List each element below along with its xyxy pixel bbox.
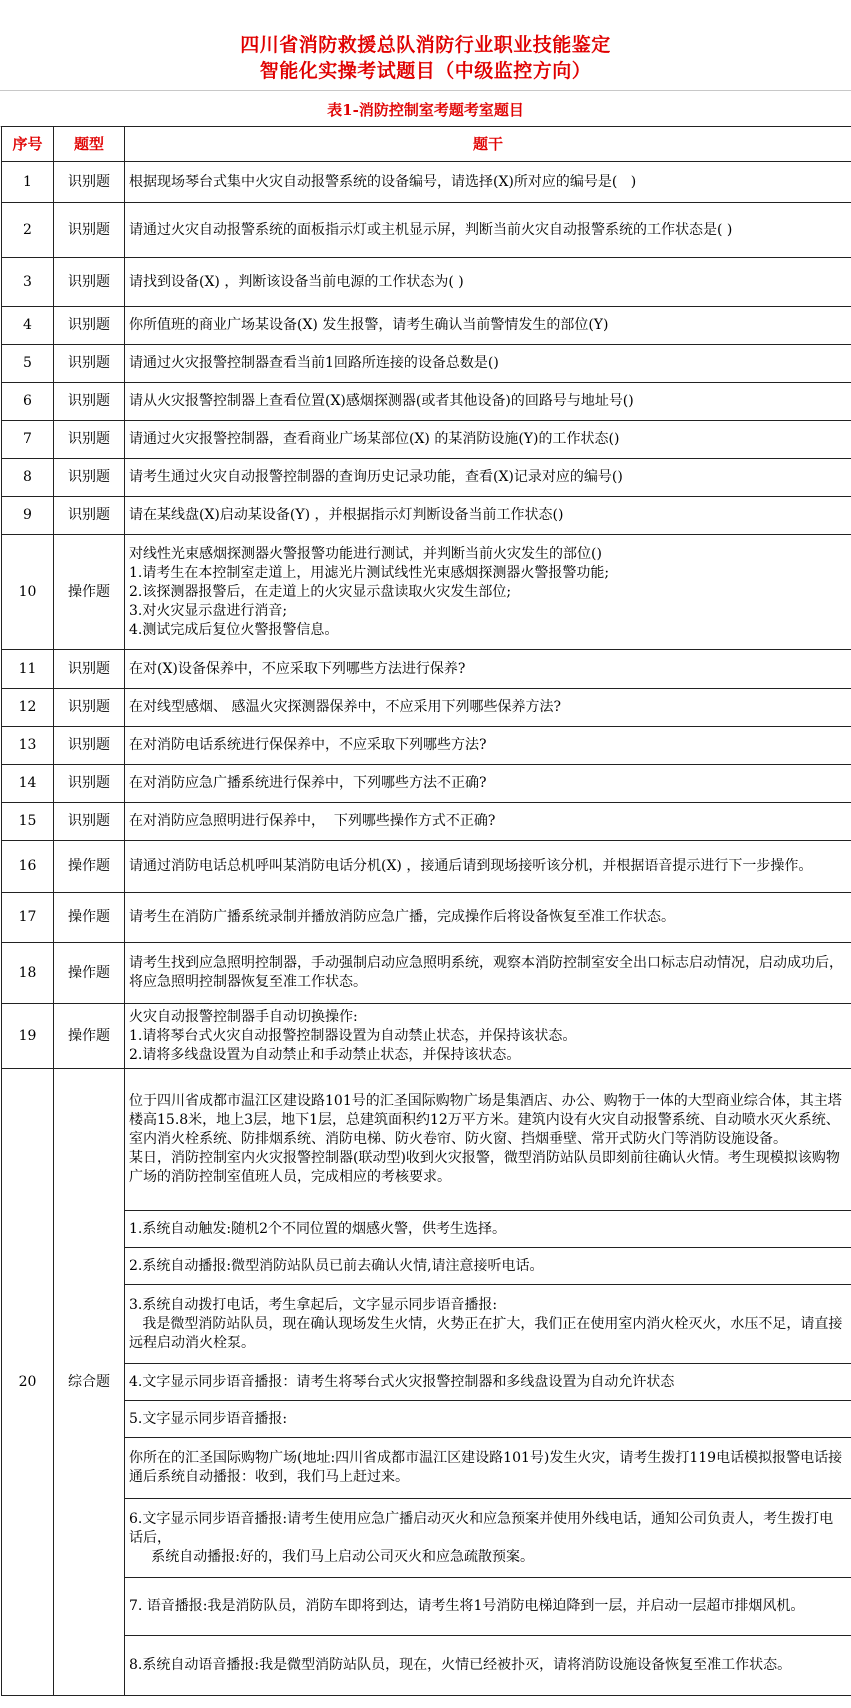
table-row [2, 650, 851, 689]
table-row [2, 1438, 851, 1499]
table-row [2, 841, 851, 893]
row-stem: 请考生通过火灾自动报警控制器的查询历史记录功能，查看(X)记录对应的编号() [125, 459, 851, 497]
row-type: 识别题 [54, 421, 125, 459]
row-number: 17 [2, 893, 54, 943]
document-title-line1: 四川省消防救援总队消防行业职业技能鉴定 [240, 34, 611, 56]
row-stem: 在对(X)设备保养中，不应采取下列哪些方法进行保养? [125, 650, 851, 689]
row-stem: 请通过火灾报警控制器查看当前1回路所连接的设备总数是() [125, 345, 851, 383]
row-stem: 在对消防电话系统进行保保养中，不应采取下列哪些方法? [125, 727, 851, 765]
row-stem: 请考生找到应急照明控制器，手动强制启动应急照明系统，观察本消防控制室安全出口标志启动情况，启动成功后，将应急照明控制器恢复至准工作状态。 [125, 943, 851, 1004]
row-type: 操作题 [54, 841, 125, 893]
row-stem: 你所值班的商业广场某设备(X) 发生报警，请考生确认当前警情发生的部位(Y) [125, 307, 851, 345]
table-row [2, 1401, 851, 1438]
row-stem: 请在某线盘(X)启动某设备(Y) ，并根据指示灯判断设备当前工作状态() [125, 497, 851, 535]
table-subtitle: 表1-消防控制室考题考室题目 [327, 101, 524, 119]
row-stem: 请找到设备(X) ，判断该设备当前电源的工作状态为( ) [125, 258, 851, 307]
row-stem: 在对消防应急广播系统进行保养中，下列哪些方法不正确? [125, 765, 851, 803]
column-header-number: 序号 [2, 127, 54, 162]
row-type: 操作题 [54, 535, 125, 650]
table-row [2, 727, 851, 765]
table-row [2, 765, 851, 803]
row-type: 识别题 [54, 689, 125, 727]
scenario-step: 2.系统自动播报:微型消防站队员已前去确认火情,请注意接听电话。 [125, 1248, 851, 1285]
table-row [2, 421, 851, 459]
row-stem: 火灾自动报警控制器手自动切换操作: 1.请将琴台式火灾自动报警控制器设置为自动禁止状态，并保持该状态。 2.请将多线盘设置为自动禁止和手动禁止状态，并保持该状态。 [125, 1004, 851, 1069]
table-row [2, 459, 851, 497]
row-number: 11 [2, 650, 54, 689]
row-stem: 在对线型感烟、 感温火灾探测器保养中，不应采用下列哪些保养方法? [125, 689, 851, 727]
table-row [2, 1578, 851, 1636]
row-stem: 对线性光束感烟探测器火警报警功能进行测试，并判断当前火灾发生的部位() 1.请考生在本控制室走道上，用滤光片测试线性光束感烟探测器火警报警功能; 2.该探测器报警后，在走道上的火灾显示盘读取火灾发生部位; 3.对火灾显示盘进行消音; 4.测试完成后复位火警报警信息。 [125, 535, 851, 650]
row-type: 识别题 [54, 803, 125, 841]
row-stem: 请通过火灾报警控制器，查看商业广场某部位(X) 的某消防设施(Y)的工作状态() [125, 421, 851, 459]
scenario-step: 6.文字显示同步语音播报:请考生使用应急广播启动灭火和应急预案并使用外线电话，通知公司负责人，考生拨打电话后， 系统自动播报:好的，我们马上启动公司灭火和应急疏散预案。 [125, 1499, 851, 1578]
row-number: 3 [2, 258, 54, 307]
row-number: 6 [2, 383, 54, 421]
document-title-line2: 智能化实操考试题目（中级监控方向） [259, 60, 592, 82]
table-row [2, 203, 851, 258]
row-number: 9 [2, 497, 54, 535]
table-row [2, 689, 851, 727]
table-row [2, 1285, 851, 1364]
table-row [2, 535, 851, 650]
row-type: 综合题 [54, 1069, 125, 1696]
table-row [2, 307, 851, 345]
row-type: 识别题 [54, 497, 125, 535]
table-row [2, 1499, 851, 1578]
table-row [2, 1211, 851, 1248]
row-type: 识别题 [54, 765, 125, 803]
row-stem: 请通过火灾自动报警系统的面板指示灯或主机显示屏，判断当前火灾自动报警系统的工作状态是( ) [125, 203, 851, 258]
table-row [2, 497, 851, 535]
scenario-step: 3.系统自动拨打电话，考生拿起后，文字显示同步语音播报: 我是微型消防站队员，现在确认现场发生火情，火势正在扩大，我们正在使用室内消火栓灭火，水压不足，请直接远程启动消火栓泵。 [125, 1285, 851, 1364]
row-type: 识别题 [54, 258, 125, 307]
row-type: 识别题 [54, 459, 125, 497]
table-row [2, 803, 851, 841]
table-row [2, 258, 851, 307]
row-number: 2 [2, 203, 54, 258]
row-type: 识别题 [54, 727, 125, 765]
scenario-step: 1.系统自动触发:随机2个不同位置的烟感火警，供考生选择。 [125, 1211, 851, 1248]
row-number: 15 [2, 803, 54, 841]
row-type: 识别题 [54, 307, 125, 345]
table-row [2, 1248, 851, 1285]
row-type: 识别题 [54, 162, 125, 203]
row-number: 16 [2, 841, 54, 893]
table-row [2, 1069, 851, 1211]
row-stem: 请通过消防电话总机呼叫某消防电话分机(X) ，接通后请到现场接听该分机，并根据语音提示进行下一步操作。 [125, 841, 851, 893]
row-number: 4 [2, 307, 54, 345]
row-type: 操作题 [54, 943, 125, 1004]
row-type: 操作题 [54, 893, 125, 943]
scenario-description: 位于四川省成都市温江区建设路101号的汇圣国际购物广场是集酒店、办公、购物于一体的大型商业综合体，其主塔楼高15.8米，地上3层，地下1层，总建筑面积约12万平方米。建筑内设有火灾自动报警系统、自动喷水灭火系统、室内消火栓系统、防排烟系统、消防电梯、防火卷帘、防火窗、挡烟垂壁、常开式防火门等消防设施设备。 某日，消防控制室内火灾报警控制器(联动型)收到火灾报警，微型消防站队员即刻前往确认火情。考生现模拟该购物广场的消防控制室值班人员，完成相应的考核要求。 [125, 1069, 851, 1211]
column-header-stem: 题干 [125, 127, 851, 162]
row-number: 1 [2, 162, 54, 203]
row-number: 5 [2, 345, 54, 383]
table-row [2, 1364, 851, 1401]
column-header-type: 题型 [54, 127, 125, 162]
table-row [2, 893, 851, 943]
row-number: 13 [2, 727, 54, 765]
row-number: 12 [2, 689, 54, 727]
row-type: 识别题 [54, 650, 125, 689]
row-stem: 在对消防应急照明进行保养中， 下列哪些操作方式不正确? [125, 803, 851, 841]
table-row [2, 1004, 851, 1069]
table-row [2, 1636, 851, 1696]
row-number: 8 [2, 459, 54, 497]
row-number: 7 [2, 421, 54, 459]
scenario-step: 8.系统自动语音播报:我是微型消防站队员，现在，火情已经被扑灭，请将消防设施设备恢复至准工作状态。 [125, 1636, 851, 1696]
row-number: 18 [2, 943, 54, 1004]
row-stem: 根据现场琴台式集中火灾自动报警系统的设备编号，请选择(X)所对应的编号是( ) [125, 162, 851, 203]
scenario-step: 5.文字显示同步语音播报: [125, 1401, 851, 1438]
row-stem: 请考生在消防广播系统录制并播放消防应急广播，完成操作后将设备恢复至准工作状态。 [125, 893, 851, 943]
table-row [2, 943, 851, 1004]
subtitle-block [0, 90, 851, 127]
title-block [0, 0, 851, 91]
row-type: 操作题 [54, 1004, 125, 1069]
table-row [2, 383, 851, 421]
scenario-step: 4.文字显示同步语音播报：请考生将琴台式火灾报警控制器和多线盘设置为自动允许状态 [125, 1364, 851, 1401]
table-row [2, 162, 851, 203]
table-header-row [2, 127, 851, 162]
row-type: 识别题 [54, 345, 125, 383]
exam-table [1, 126, 851, 1696]
scenario-step: 你所在的汇圣国际购物广场(地址:四川省成都市温江区建设路101号)发生火灾，请考生拨打119电话模拟报警电话接通后系统自动播报：收到，我们马上赶过来。 [125, 1438, 851, 1499]
scenario-step: 7. 语音播报:我是消防队员，消防车即将到达，请考生将1号消防电梯迫降到一层，并启动一层超市排烟风机。 [125, 1578, 851, 1636]
row-number: 10 [2, 535, 54, 650]
row-stem: 请从火灾报警控制器上查看位置(X)感烟探测器(或者其他设备)的回路号与地址号() [125, 383, 851, 421]
row-type: 识别题 [54, 203, 125, 258]
row-number: 20 [2, 1069, 54, 1696]
row-type: 识别题 [54, 383, 125, 421]
row-number: 19 [2, 1004, 54, 1069]
table-row [2, 345, 851, 383]
row-number: 14 [2, 765, 54, 803]
